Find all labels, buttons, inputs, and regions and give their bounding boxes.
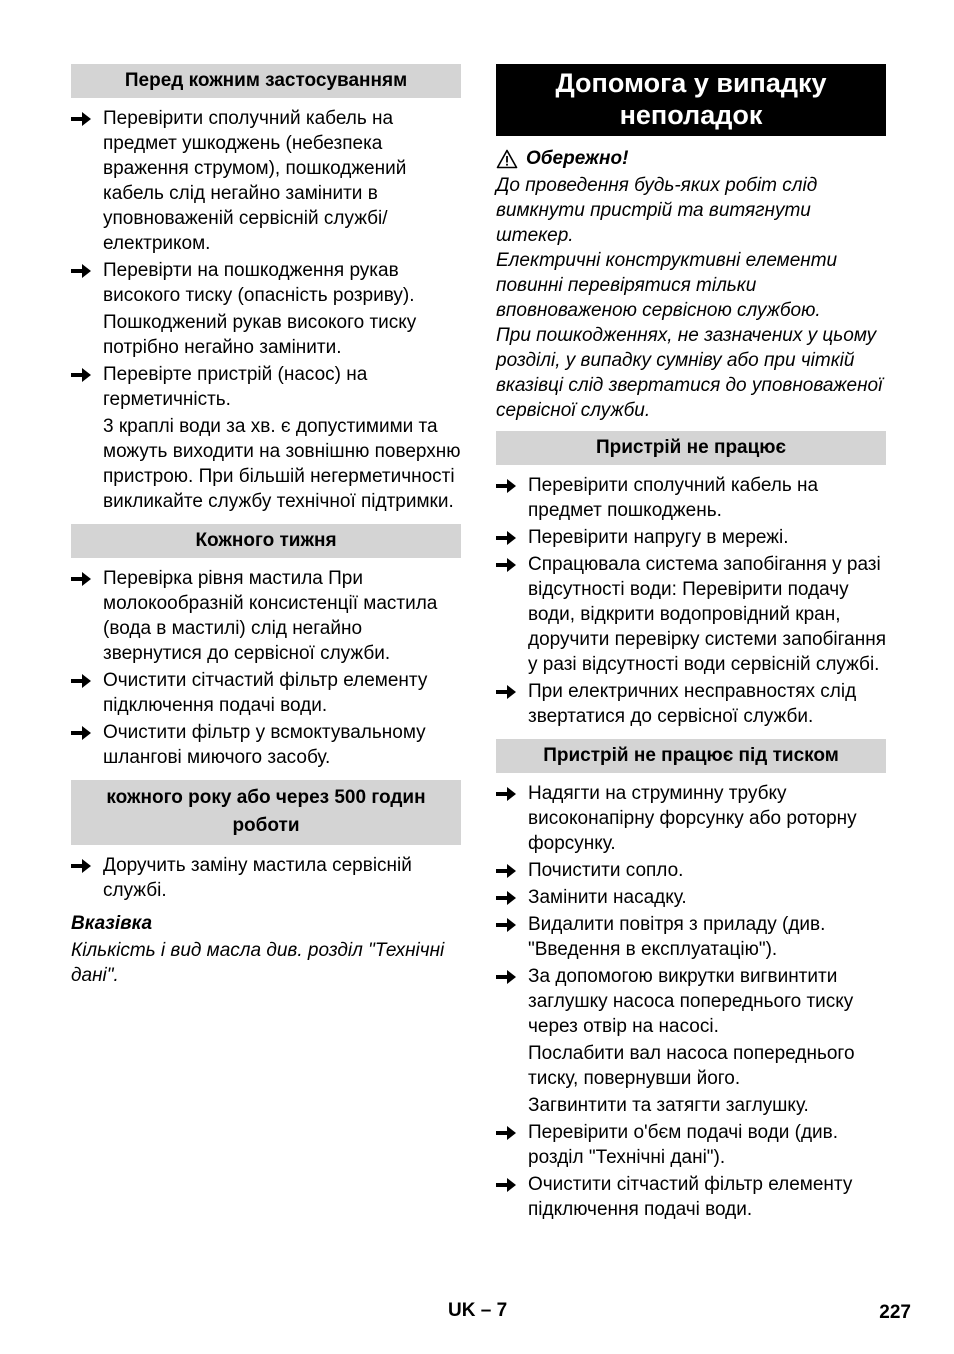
list-item-text: Спрацювала система запобігання у разі відсутності води: Перевірити подачу води, відкрити водопровідний кран, доручити перевірку системи запобігання у разі відсутності води сервісній службі.: [528, 554, 887, 675]
warning-paragraph: Електричні конструктивні елементи повинні перевірятися тільки вповноваженою сервісною службою.: [496, 250, 838, 321]
arrow-right-icon: [496, 964, 520, 989]
warning-paragraph: До проведення будь-яких робіт слід вимкнути пристрій та витягнути штекер.: [496, 175, 818, 246]
list-item: [71, 720, 461, 770]
list-item: [496, 679, 886, 729]
arrow-right-icon: [496, 781, 520, 806]
note-title: Вказівка: [71, 913, 153, 934]
warning-label: Обережно!: [526, 148, 629, 169]
arrow-right-icon: [71, 566, 95, 591]
list-item-text: За допомогою викрутки вигвинтити заглушку насоса попереднього тиску через отвір на насосі.: [528, 966, 854, 1037]
list-item-text: Перевірте пристрій (насос) на герметичність.: [103, 364, 368, 410]
arrow-right-icon: [496, 912, 520, 937]
section-heading-weekly: Кожного тижня: [71, 524, 461, 558]
arrow-right-icon: [496, 473, 520, 498]
list-item: [496, 781, 886, 856]
section-heading-device-not-working: Пристрій не працює: [496, 431, 886, 465]
list-item-continuation: Послабити вал насоса попереднього тиску, повернувши його.: [528, 1043, 855, 1089]
list-item-text: Очистити фільтр у всмоктувальному шлангові миючого засобу.: [103, 722, 426, 768]
arrow-right-icon: [71, 106, 95, 131]
list-item-text: Очистити сітчастий фільтр елементу підключення подачі води.: [103, 670, 428, 716]
arrow-right-icon: [71, 362, 95, 387]
list-item: [496, 552, 886, 677]
list-item-text: Перевірити сполучний кабель на предмет пошкоджень.: [528, 475, 819, 521]
arrow-right-icon: [71, 853, 95, 878]
left-column: [71, 64, 461, 988]
list-item-text: Доручить заміну мастила сервісній службі.: [103, 855, 412, 901]
arrow-right-icon: [71, 668, 95, 693]
list-item-text: Замінити насадку.: [528, 887, 687, 908]
arrow-right-icon: [496, 552, 520, 577]
section-heading-no-pressure: Пристрій не працює під тиском: [496, 739, 886, 773]
arrow-right-icon: [71, 720, 95, 745]
list-item-text: При електричних несправностях слід звертатися до сервісної служби.: [528, 681, 857, 727]
list-item-text: Видалити повітря з приладу (див. "Введення в експлуатацію").: [528, 914, 826, 960]
list-item-continuation: Пошкоджений рукав високого тиску потрібно негайно замінити.: [103, 312, 417, 358]
list-item: [496, 885, 886, 910]
list-item: [71, 258, 461, 360]
list-item-continuation: 3 краплі води за хв. є допустимими та можуть виходити на зовнішню поверхню пристрою. При більшій негерметичності викликайте службу технічної підтримки.: [103, 416, 461, 512]
arrow-right-icon: [496, 525, 520, 550]
list-item: [496, 525, 886, 550]
arrow-right-icon: [496, 858, 520, 883]
list-item: [496, 473, 886, 523]
warning-line: [496, 146, 886, 171]
list-item-text: Перевірити о'бєм подачі води (див. розділ "Технічні дані").: [528, 1122, 839, 1168]
weekly-list: [71, 566, 461, 770]
list-item-text: Перевірка рівня мастила При молокообразній консистенції мастила (вода в мастилі) слід негайно звернутися до сервісної служби.: [103, 568, 438, 664]
arrow-right-icon: [496, 1172, 520, 1197]
list-item: [496, 912, 886, 962]
list-item: [496, 1172, 886, 1222]
arrow-right-icon: [496, 1120, 520, 1145]
list-item-text: Очистити сітчастий фільтр елементу підключення подачі води.: [528, 1174, 853, 1220]
list-item: [71, 853, 461, 903]
list-item: [71, 106, 461, 256]
list-item-text: Надягти на струминну трубку високонапірну форсунку або роторну форсунку.: [528, 783, 857, 854]
list-item-text: Почистити сопло.: [528, 860, 684, 881]
no-pressure-list: [496, 781, 886, 1222]
section-heading-yearly: кожного року або через 500 годин роботи: [71, 780, 461, 845]
before-use-list: [71, 106, 461, 514]
list-item-text: Перевірити напругу в мережі.: [528, 527, 789, 548]
warning-triangle-icon: [496, 149, 518, 169]
note-text: Кількість і вид масла див. розділ "Технічні дані".: [71, 940, 445, 986]
arrow-right-icon: [496, 679, 520, 704]
list-item: [71, 668, 461, 718]
list-item-continuation: Загвинтити та затягти заглушку.: [528, 1095, 809, 1116]
troubleshooting-title: Допомога у випадку неполадок: [496, 64, 886, 136]
right-column: [496, 64, 886, 1224]
list-item-text: Перевірти на пошкодження рукав високого тиску (опасність розриву).: [103, 260, 415, 306]
section-heading-before-each-use: Перед кожним застосуванням: [71, 64, 461, 98]
list-item: [496, 858, 886, 883]
list-item: [71, 362, 461, 514]
list-item: [496, 964, 886, 1118]
yearly-list: [71, 853, 461, 903]
footer-language-page: UK – 7: [448, 1300, 508, 1321]
arrow-right-icon: [496, 885, 520, 910]
list-item: [71, 566, 461, 666]
not-working-list: [496, 473, 886, 729]
arrow-right-icon: [71, 258, 95, 283]
list-item: [496, 1120, 886, 1170]
warning-paragraph: При пошкодженнях, не зазначених у цьому розділі, у випадку сумніву або при чіткій вказівці слід звертатися до уповноваженої сервісної служби.: [496, 325, 883, 421]
list-item-text: Перевірити сполучний кабель на предмет ушкоджень (небезпека враження струмом), пошкоджений кабель слід негайно замінити в уповноваженій сервісній службі/ електриком.: [103, 108, 407, 254]
page-number: 227: [879, 1302, 911, 1323]
